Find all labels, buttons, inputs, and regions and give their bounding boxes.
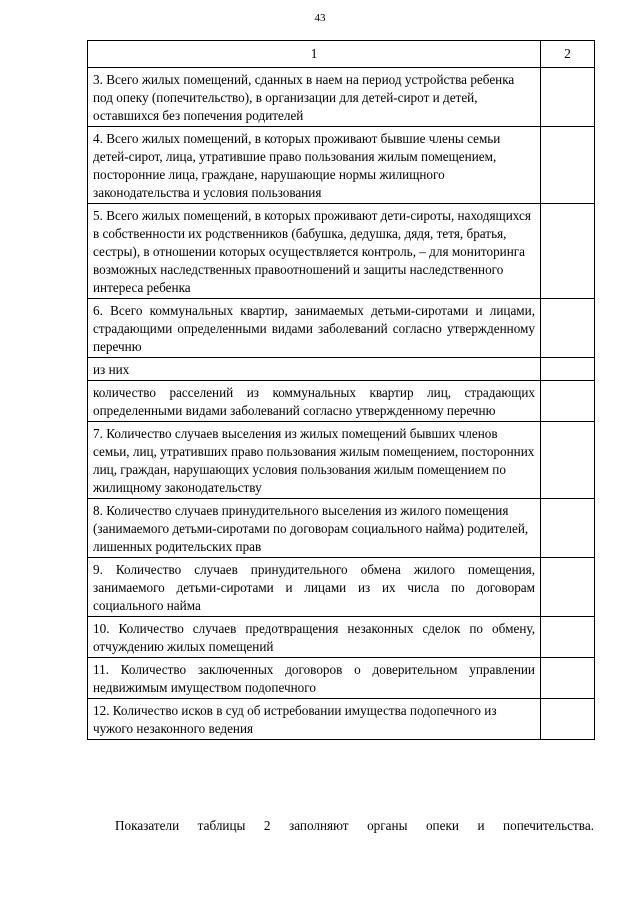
table-row [88, 699, 595, 740]
row-value-cell [541, 204, 595, 299]
row-label: количество расселений из коммунальных квартир лиц, страдающих определенными видами заболеваний согласно утвержденному перечню [88, 381, 541, 422]
table-row [88, 658, 595, 699]
row-label: из них [88, 358, 541, 381]
table-row [88, 68, 595, 127]
column-header-2: 2 [541, 41, 595, 68]
row-value-cell [541, 658, 595, 699]
table-header-row [88, 41, 595, 68]
row-label: 3. Всего жилых помещений, сданных в наем на период устройства ребенка под опеку (попечительство), в организации для детей-сирот и детей, оставшихся без попечения родителей [88, 68, 541, 127]
table-row [88, 617, 595, 658]
table-row [88, 204, 595, 299]
row-label: 8. Количество случаев принудительного выселения из жилого помещения (занимаемого детьми-сиротами по договорам социального найма) родителей, лишенных родительских прав [88, 499, 541, 558]
row-label: 4. Всего жилых помещений, в которых проживают бывшие члены семьи детей-сирот, лица, утратившие право пользования жилым помещением, посторонние лица, граждане, нарушающие нормы жилищного законодательства и условия пользования [88, 127, 541, 204]
row-value-cell [541, 699, 595, 740]
report-table [87, 40, 595, 740]
row-value-cell [541, 299, 595, 358]
row-value-cell [541, 127, 595, 204]
table-note: Показатели таблицы 2 заполняют органы опеки и попечительства. [115, 818, 594, 833]
row-label: 5. Всего жилых помещений, в которых проживают дети-сироты, находящихся в собственности их родственников (бабушка, дедушка, дядя, тетя, братья, сестры), в отношении которых осуществляется контроль, – для мониторинга возможных наследственных правоотношений и защиты наследственного интереса ребенка [88, 204, 541, 299]
row-value-cell [541, 558, 595, 617]
row-label: 7. Количество случаев выселения из жилых помещений бывших членов семьи, лиц, утративших право пользования жилым помещением, посторонних лиц, граждан, нарушающих условия пользования жилым помещением по жилищному законодательству [88, 422, 541, 499]
table-row [88, 299, 595, 358]
column-header-1: 1 [88, 41, 541, 68]
table-row [88, 381, 595, 422]
row-value-cell [541, 381, 595, 422]
table-row [88, 358, 595, 381]
row-label: 11. Количество заключенных договоров о доверительном управлении недвижимым имуществом подопечного [88, 658, 541, 699]
table-row [88, 127, 595, 204]
row-label: 12. Количество исков в суд об истребовании имущества подопечного из чужого незаконного ведения [88, 699, 541, 740]
row-label: 9. Количество случаев принудительного обмена жилого помещения, занимаемого детьми-сиротами и лицами из их числа по договорам социального найма [88, 558, 541, 617]
page-number: 43 [314, 12, 326, 24]
row-label: 10. Количество случаев предотвращения незаконных сделок по обмену, отчуждению жилых помещений [88, 617, 541, 658]
table-row [88, 422, 595, 499]
row-value-cell [541, 499, 595, 558]
row-value-cell [541, 422, 595, 499]
row-label: 6. Всего коммунальных квартир, занимаемых детьми-сиротами и лицами, страдающими определенными видами заболеваний согласно утвержденному перечню [88, 299, 541, 358]
row-value-cell [541, 68, 595, 127]
table-row [88, 558, 595, 617]
row-value-cell [541, 358, 595, 381]
row-value-cell [541, 617, 595, 658]
table-row [88, 499, 595, 558]
